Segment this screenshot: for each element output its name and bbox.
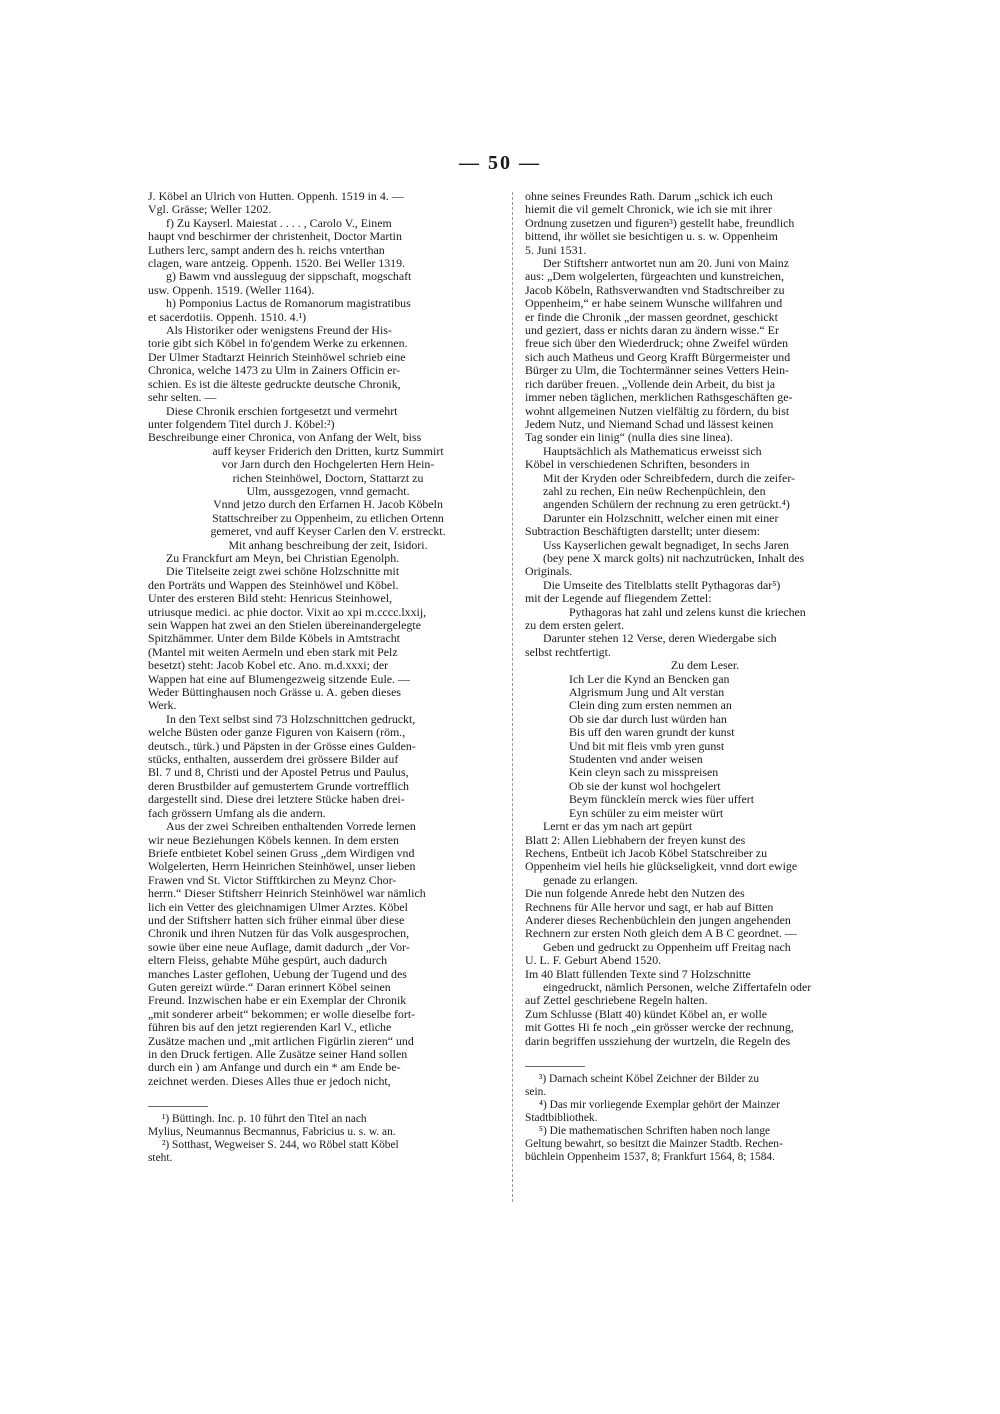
- text-line: (Mantel mit weiten Aermeln und eben stark mit Pelz: [148, 644, 398, 659]
- text-line: dargestellt sind. Diese drei letztere Stücke haben drei-: [148, 792, 405, 807]
- text-line: rich darüber freuen. „Vollende dein Arbeit, du bist ja: [525, 376, 776, 391]
- text-line: Darunter stehen 12 Verse, deren Wiedergabe sich: [543, 631, 777, 646]
- text-line: Zu dem Leser.: [670, 658, 740, 673]
- text-line: Beschreibunge einer Chronica, von Anfang der Welt, biss: [148, 430, 422, 445]
- text-line: Ob sie dar durch lust würden han: [569, 711, 727, 726]
- text-line: bittend, ihr wöllet sie besichtigen u. s. w. Oppenheim: [525, 229, 778, 244]
- text-line: Jacob Köbeln, Rathsverwandten vnd Stadtschreiber zu: [525, 282, 785, 297]
- text-line: In den Text selbst sind 73 Holzschnittchen gedruckt,: [166, 711, 416, 726]
- text-line: Chronik und ihren Nutzen für das Volk ausgesprochen,: [148, 926, 410, 941]
- text-line: in den Druck fertigen. Alle Zusätze seiner Hand sollen: [148, 1047, 408, 1061]
- text-line: Rechnern zur ersten Noth gleich dem A B C geordnet. —: [525, 926, 797, 941]
- text-line: hiemit die vil gemelt Chronick, wie ich sie mit ihrer: [525, 202, 773, 217]
- text-line: mit der Legende auf fliegendem Zettel:: [525, 591, 712, 606]
- text-line: steht.: [148, 1152, 173, 1165]
- text-line: Bis uff den waren grundt der kunst: [569, 725, 735, 740]
- text-line: clagen, ware antzeig. Oppenh. 1520. Bei Weller 1319.: [148, 256, 406, 271]
- text-line: Diese Chronik erschien fortgesetzt und vermehrt: [166, 403, 398, 418]
- text-line: Werk.: [148, 698, 177, 713]
- text-line: zahl zu rechen, Ein neüw Rechenpüchlein, den: [543, 483, 766, 498]
- text-line: 5. Juni 1531.: [525, 242, 587, 257]
- text-line: manches Laster geflohen, Uebung der Tugend und des: [148, 966, 407, 981]
- text-line: Zu Franckfurt am Meyn, bei Christian Egenolph.: [166, 550, 400, 565]
- text-line: Chronica, welche 1473 zu Ulm in Zainers Officin er-: [148, 363, 401, 378]
- text-line: Rechens, Entbeüt ich Jacob Köbel Statschreiber zu: [525, 845, 768, 860]
- text-line: Im 40 Blatt füllenden Texte sind 7 Holzschnitte: [525, 966, 751, 981]
- text-line: J. Köbel an Ulrich von Hutten. Oppenh. 1519 in 4. —: [148, 189, 404, 203]
- text-line: Wolgelerten, Herrn Heinrichen Steinhöwel, unser lieben: [148, 859, 416, 874]
- text-line: und geziert, dass er nichts daran zu ändern wisse.“ Er: [525, 323, 779, 338]
- text-line: Beym fünckleín merck wies füer uffert: [569, 792, 755, 807]
- text-line: auff keyser Friderich den Dritten, kurtz Summirt: [212, 443, 444, 458]
- text-line: Blatt 2: Allen Liebhabern der freyen kunst des: [525, 832, 746, 847]
- text-line: Stadtbibliothek.: [525, 1112, 598, 1124]
- text-line: Wappen hat eine auf Blumengezweig sitzende Eule. —: [148, 671, 410, 686]
- text-line: Geben und gedruckt zu Oppenheim uff Freitag nach: [543, 939, 791, 954]
- text-line: Die Umseite des Titelblatts stellt Pythagoras dar⁵): [543, 577, 781, 592]
- text-line: auf Zettel geschriebene Regeln halten.: [525, 993, 708, 1008]
- text-line: Briefe entbietet Kobel seinen Gruss „dem Wirdigen vnd: [148, 845, 415, 860]
- text-line: sein Wappen hat zwei an den Stielen übereinandergelegte: [148, 618, 421, 632]
- text-line: Hauptsächlich als Mathematicus erweisst sich: [543, 443, 762, 458]
- text-line: f) Zu Kayserl. Maiestat . . . . , Carolo V., Einem: [166, 215, 392, 230]
- left-column: [148, 190, 508, 1165]
- text-line: utriusque medici. ac phie doctor. Vixit ao xpi m.cccc.lxxij,: [148, 604, 427, 619]
- page-number: — 50 —: [459, 152, 541, 174]
- text-line: fach grössern Umfang als die andern.: [148, 805, 326, 820]
- text-line: Algrismum Jung und Alt verstan: [569, 685, 725, 700]
- text-line: sein.: [525, 1086, 547, 1098]
- text-line: Ulm, aussgezogen, vnnd gemacht.: [246, 483, 410, 498]
- text-line: sich auch Matheus und Georg Krafft Bürgermeister und: [525, 349, 791, 364]
- text-line: Freund. Inzwischen habe er ein Exemplar der Chronik: [148, 993, 407, 1008]
- text-line: Studenten vnd ander weisen: [569, 752, 703, 767]
- text-line: Vgl. Grässe; Weller 1202.: [148, 202, 272, 217]
- text-line: Clein ding zum ersten nemmen an: [569, 698, 732, 713]
- text-line: eltern Fleiss, gehabte Mühe gespürt, auch dadurch: [148, 953, 388, 968]
- text-line: Zusätze machen und „mit artlichen Figürlin zieren“ und: [148, 1033, 414, 1048]
- text-line: h) Pomponius Lactus de Romanorum magistratibus: [166, 296, 411, 311]
- text-line: Mit der Kryden oder Schreibfedern, durch die zeifer-: [543, 470, 795, 485]
- text-line: Mit anhang beschreibung der zeit, Isidori.: [228, 537, 428, 552]
- text-line: gemeret, vnd auff Keyser Carlen den V. erstreckt.: [210, 524, 446, 539]
- text-line: wir neue Beziehungen Köbels kennen. In dem ersten: [148, 832, 399, 847]
- right-column: [525, 190, 885, 1164]
- text-line: Ob sie der kunst wol hochgelert: [569, 778, 721, 793]
- text-line: lich ein Vetter des gleichnamigen Ulmer Arztes. Köbel: [148, 899, 408, 914]
- text-line: ²) Sotthast, Wegweiser S. 244, wo Röbel statt Köbel: [162, 1139, 399, 1152]
- text-line: Zum Schlusse (Blatt 40) kündet Köbel an, er wolle: [525, 1006, 768, 1021]
- text-line: Köbel in verschiedenen Schriften, besonders in: [525, 457, 750, 472]
- text-line: Als Historiker oder wenigstens Freund der His-: [166, 323, 392, 338]
- text-line: aus: „Dem wolgelerten, fürgeachten und kunstreichen,: [525, 269, 784, 284]
- text-line: Luthers lerc, sampt andern des h. reichs vnterthan: [148, 242, 385, 257]
- left-footnotes: [148, 1113, 508, 1165]
- text-line: Weder Büttinghausen noch Grässe u. A. geben dieses: [148, 685, 401, 700]
- right-text: [525, 190, 885, 1048]
- text-line: U. L. F. Geburt Abend 1520.: [525, 953, 662, 968]
- text-line: Kein cleyn sach zu misspreisen: [569, 765, 719, 780]
- text-line: Bürger zu Ulm, die Tochtermänner seines Vetters Hein-: [525, 363, 789, 378]
- text-line: ⁴) Das mir vorliegende Exemplar gehört der Mainzer: [539, 1099, 780, 1111]
- text-line: Stattschreiber zu Oppenheim, zu etlichen Ortenn: [212, 510, 444, 525]
- text-line: besetzt) steht: Jacob Kobel etc. Ano. m.d.xxxi; der: [148, 658, 389, 673]
- text-line: Ich Ler die Kynd an Bencken gan: [569, 671, 730, 686]
- text-line: Pythagoras hat zahl und zelens kunst die kriechen: [569, 604, 806, 619]
- text-line: Lernt er das ym nach art gepürt: [543, 819, 693, 834]
- text-line: (bey pene X marck golts) nit nachzutrücken, Inhalt des: [543, 550, 805, 565]
- text-line: usw. Oppenh. 1519. (Weller 1164).: [148, 282, 315, 297]
- text-line: führen bis auf den jetzt regierenden Karl V., etliche: [148, 1020, 392, 1035]
- text-line: Aus der zwei Schreiben enthaltenden Vorrede lernen: [166, 819, 416, 834]
- text-line: Subtraction Beschäftigten darstellt; unter diesem:: [525, 524, 761, 539]
- text-line: deren Brustbilder auf gemustertem Grunde vortrefflich: [148, 778, 409, 793]
- footnote-rule-right: [525, 1066, 585, 1067]
- text-line: sowie über eine neue Auflage, damit dadurch „der Vor-: [148, 939, 410, 954]
- text-line: et sacerdotiis. Oppenh. 1510. 4.¹): [148, 309, 307, 324]
- text-line: zu dem ersten gelert.: [525, 618, 625, 632]
- text-line: genade zu erlangen.: [543, 872, 638, 887]
- text-line: Spitzhämmer. Unter dem Bilde Köbels in Amtstracht: [148, 631, 400, 646]
- text-line: Der Ulmer Stadtarzt Heinrich Steinhöwel schrieb eine: [148, 349, 406, 364]
- text-line: büchlein Oppenheim 1537, 8; Frankfurt 1564, 8; 1584.: [525, 1151, 775, 1163]
- text-line: er finde die Chronik „der massen geordnet, geschickt: [525, 309, 778, 324]
- text-line: wohnt allgemeinen Nutzen vielfältig zu fördern, du bist: [525, 403, 790, 418]
- text-line: richen Steinhöwel, Doctorn, Stattarzt zu: [232, 470, 424, 485]
- text-line: Bl. 7 und 8, Christi und der Apostel Petrus und Paulus,: [148, 765, 409, 780]
- text-line: Geltung bewahrt, so besitzt die Mainzer Stadtb. Rechen-: [525, 1138, 783, 1150]
- text-line: Unter des ersteren Bild steht: Henricus Steinhowel,: [148, 591, 393, 606]
- text-line: Jedem Nutz, und Niemand Schad und lässest keinen: [525, 416, 774, 431]
- column-divider: [512, 192, 513, 1202]
- text-line: angenden Schülern der rechnung zu eren getrückt.⁴): [543, 497, 790, 512]
- text-line: schien. Es ist die älteste gedruckte deutsche Chronik,: [148, 376, 401, 391]
- text-line: torie gibt sich Köbel in fo'gendem Werke zu erkennen.: [148, 336, 408, 351]
- text-line: herrn.“ Dieser Stiftsherr Heinrich Steinhöwel war nämlich: [148, 886, 426, 901]
- text-line: Frawen vnd St. Victor Stifftkirchen zu Meynz Chor-: [148, 872, 397, 887]
- text-line: selbst rechtfertigt.: [525, 644, 611, 659]
- text-line: Die nun folgende Anrede hebt den Nutzen des: [525, 886, 745, 901]
- text-line: Ordnung zusetzen und figuren³) gestellt habe, freundlich: [525, 215, 795, 230]
- text-line: vor Jarn durch den Hochgelerten Hern Hein-: [221, 457, 435, 472]
- text-line: welche Büsten oder ganze Figuren von Kaisern (röm.,: [148, 725, 406, 740]
- text-line: Originals.: [525, 564, 573, 579]
- footnote-rule-left: [148, 1106, 208, 1107]
- text-line: Oppenheim,“ er habe seinem Wunsche willfahren und: [525, 296, 783, 311]
- text-line: mit Gottes Hi fe noch „ein grösser wercke der rechnung,: [525, 1020, 794, 1035]
- text-line: „mit sonderer arbeit“ bekommen; er wolle dieselbe fort-: [148, 1006, 416, 1021]
- text-line: eingedruckt, nämlich Personen, welche Ziffertafeln oder: [543, 979, 812, 994]
- text-line: Vnnd jetzo durch den Erfarnen H. Jacob Köbeln: [213, 497, 443, 512]
- text-line: Der Stiftsherr antwortet nun am 20. Juni von Mainz: [543, 256, 790, 271]
- text-line: ³) Darnach scheint Köbel Zeichner der Bilder zu: [539, 1073, 760, 1085]
- text-line: Guten gereizt würde.“ Daran erinnert Köbel seinen: [148, 979, 391, 994]
- text-line: durch ein ) am Anfange und durch ein * am Ende be-: [148, 1060, 401, 1075]
- text-line: ohne seines Freundes Rath. Darum „schick ich euch: [525, 189, 773, 203]
- text-line: Tag sonder ein linig“ (nulla dies sine linea).: [525, 430, 733, 445]
- text-line: sehr selten. —: [148, 390, 217, 405]
- text-line: Darunter ein Holzschnitt, welcher einen mit einer: [543, 510, 779, 525]
- text-line: ¹) Büttingh. Inc. p. 10 führt den Titel an nach: [162, 1113, 367, 1126]
- text-line: Mylius, Neumannus Becmannus, Fabricius u. s. w. an.: [148, 1126, 396, 1139]
- text-line: g) Bawm vnd aussleguug der sippschaft, mogschaft: [166, 269, 412, 284]
- left-text: [148, 190, 508, 1088]
- text-line: unter folgendem Titel durch J. Köbel:²): [148, 416, 335, 431]
- text-line: haupt vnd beschirmer der christenheit, Doctor Martin: [148, 229, 402, 244]
- text-line: den Porträts und Wappen des Steinhöwel und Köbel.: [148, 577, 399, 592]
- text-line: Anderer dieses Rechenbüchlein den jungen angehenden: [525, 912, 791, 927]
- text-line: darin begriffen ussziehung der wurtzeln, die Regeln des: [525, 1033, 791, 1048]
- text-line: stücks, enthalten, ausserdem drei grössere Bilder auf: [148, 752, 399, 767]
- text-line: Eyn schüler zu eim meister würt: [569, 805, 724, 820]
- text-line: Uss Kayserlichen gewalt begnadiget, In sechs Jaren: [543, 537, 789, 552]
- text-line: zeichnet werden. Dieses Alles thue er jedoch nicht,: [148, 1073, 391, 1088]
- text-line: ⁵) Die mathematischen Schriften haben noch lange: [539, 1125, 771, 1137]
- text-line: Rechnens für Alle hervor und sagt, er hab auf Bitten: [525, 899, 774, 914]
- text-line: freue sich über den Wiederdruck; ohne Zweifel würden: [525, 336, 789, 351]
- text-line: und der Stiftsherr hatten sich früher einmal über diese: [148, 912, 405, 927]
- text-line: deutsch., türk.) und Päpsten in der Grösse eines Gulden-: [148, 738, 416, 753]
- text-line: immer neben täglichen, merklichen Rathsgeschäften ge-: [525, 390, 793, 405]
- text-line: Oppenheim viel heils hie glückseligkeit, vnnd dort ewige: [525, 859, 798, 874]
- text-line: Die Titelseite zeigt zwei schöne Holzschnitte mit: [166, 564, 400, 579]
- right-footnotes: [525, 1073, 885, 1164]
- text-line: Und bit mit fleis vmb yren gunst: [569, 738, 725, 753]
